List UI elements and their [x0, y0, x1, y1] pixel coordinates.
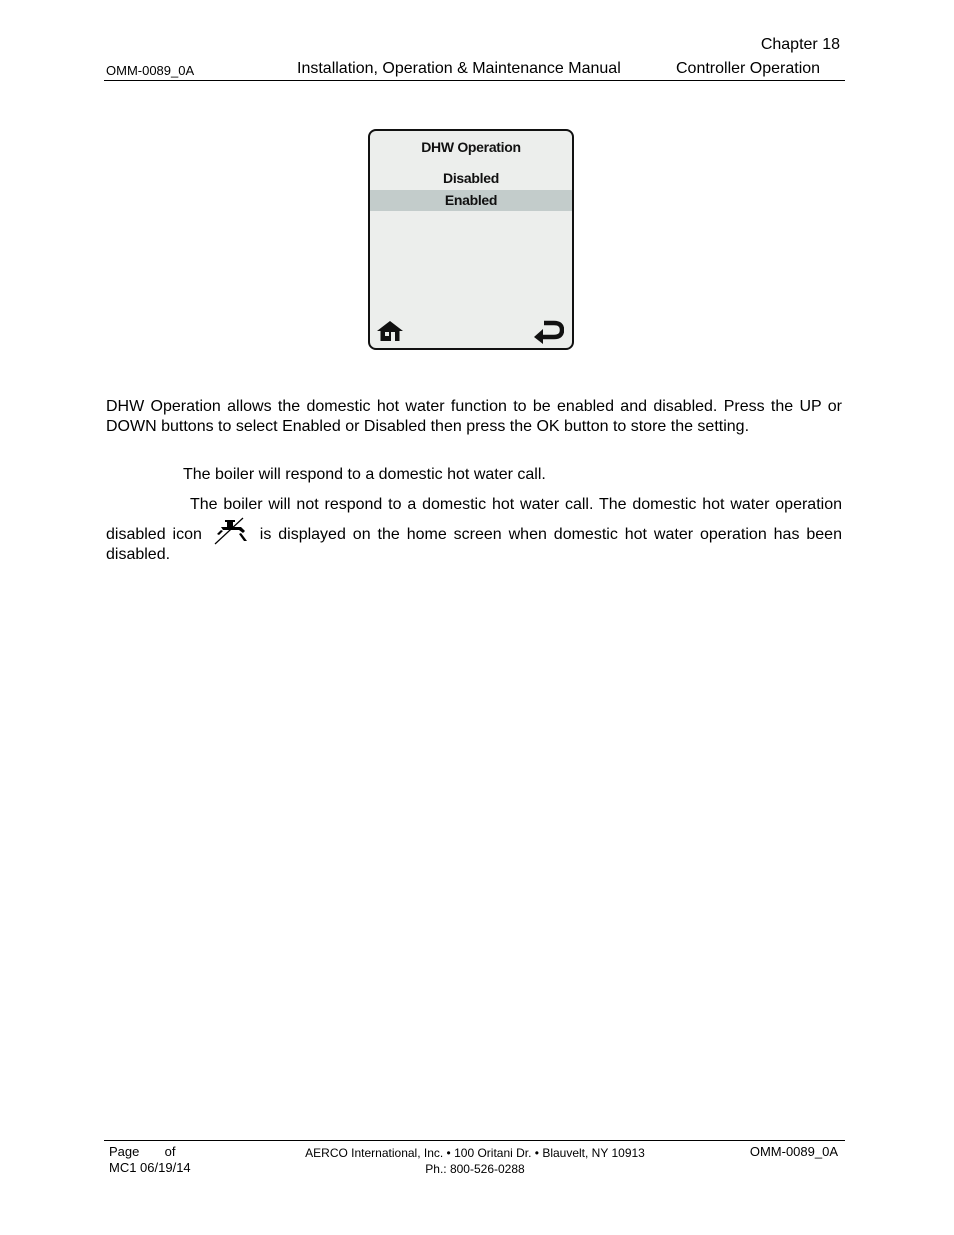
option-enabled-selected[interactable]: Enabled — [370, 190, 572, 211]
disabled-text-after: is displayed on the home screen when domestic hot water operation has been disabled. — [106, 525, 842, 563]
section-title: Controller Operation — [676, 60, 821, 77]
screen-title: DHW Operation — [421, 139, 521, 155]
footer-doc-id: OMM-0089_0A — [749, 1144, 838, 1159]
back-arrow-icon[interactable] — [532, 319, 564, 345]
manual-title: Installation, Operation & Maintenance Manual — [297, 60, 621, 77]
dhw-disabled-icon — [213, 515, 249, 545]
disabled-text-before: The boiler will not respond to a domestic hot water call. The domestic hot water operation disabled icon — [106, 496, 842, 543]
revision-date: MC1 06/19/14 — [109, 1160, 191, 1175]
description-paragraph: DHW Operation allows the domestic hot water function to be enabled and disabled. Press the UP or DOWN buttons to select Enabled or Disabled then press the OK button to store the setting. — [106, 398, 842, 435]
footer-left — [109, 1144, 191, 1176]
footer-company — [280, 1145, 670, 1177]
disabled-description — [106, 495, 842, 564]
enabled-description: The boiler will respond to a domestic hot water call. — [183, 466, 546, 483]
footer-divider — [104, 1140, 845, 1141]
header-divider — [104, 80, 845, 81]
home-icon[interactable] — [376, 319, 404, 343]
controller-screen — [368, 129, 574, 350]
header-doc-id: OMM-0089_0A — [106, 63, 195, 78]
page-number: Page of — [109, 1144, 176, 1159]
company-phone: Ph.: 800-526-0288 — [425, 1162, 525, 1176]
option-disabled[interactable]: Disabled — [443, 170, 499, 186]
chapter-label: Chapter 18 — [760, 36, 840, 53]
company-address: AERCO International, Inc. • 100 Oritani Dr. • Blauvelt, NY 10913 — [305, 1146, 645, 1160]
